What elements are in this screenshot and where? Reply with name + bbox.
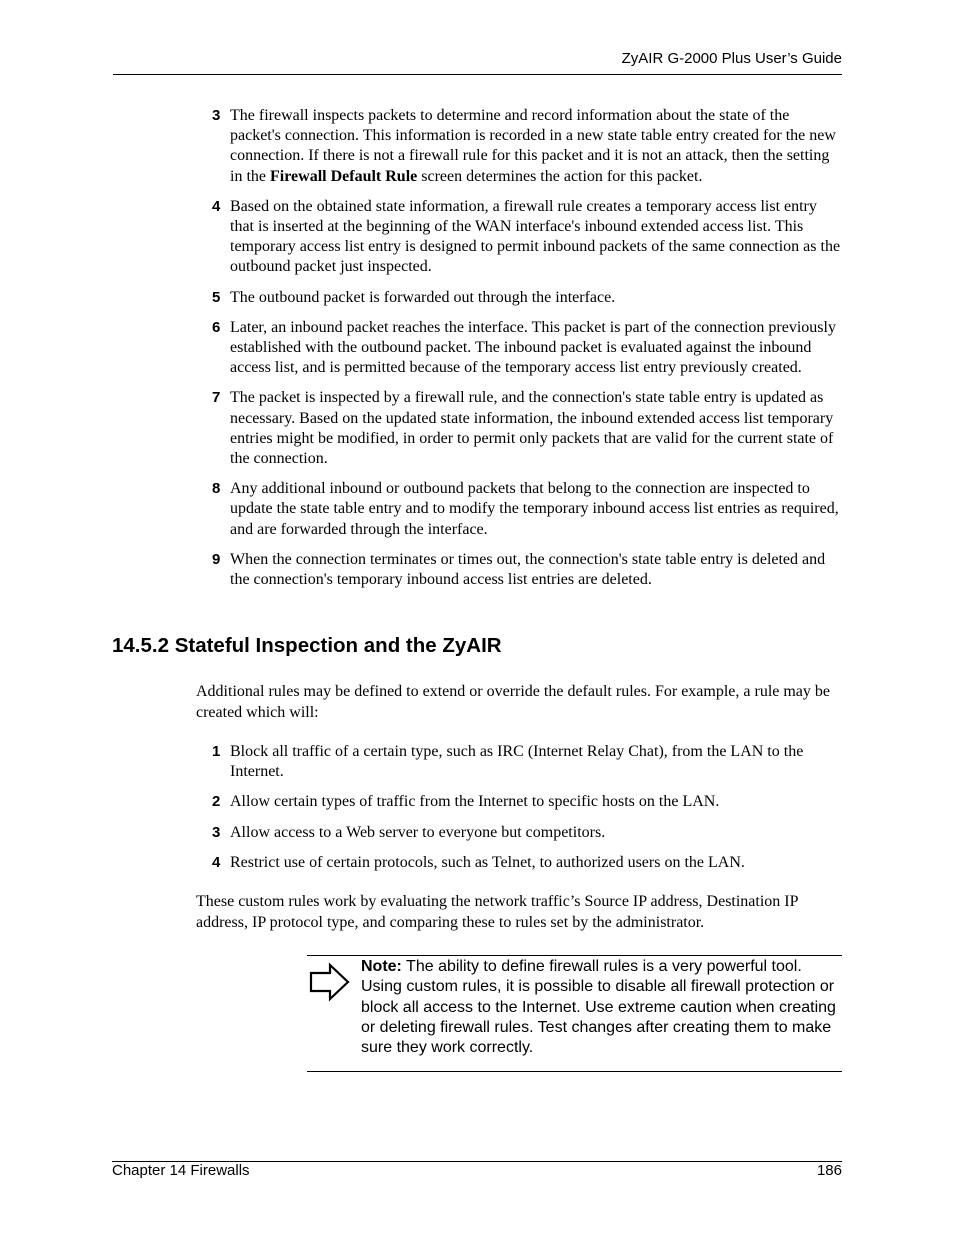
list-item-text: Restrict use of certain protocols, such as Telnet, to authorized users on the LAN.	[230, 853, 745, 871]
list-item	[0, 288, 954, 308]
note-body	[361, 957, 839, 1058]
section-outro-paragraph: These custom rules work by evaluating the network traffic’s Source IP address, Destination IP address, IP protocol type, and comparing these to rules set by the administrator.	[196, 893, 798, 931]
list-item	[0, 106, 954, 187]
arrow-right-icon	[308, 960, 352, 1004]
note-bottom-rule	[307, 1071, 842, 1072]
list-item-number: 2	[212, 793, 221, 811]
list-item-number: 3	[212, 823, 221, 841]
list-item-number: 6	[212, 318, 221, 336]
list-item	[0, 550, 954, 590]
list-item-number: 4	[212, 197, 221, 215]
list-item-text: The packet is inspected by a firewall rule, and the connection's state table entry is updated as necessary. Based on the updated state information, the inbound extended access list temporary entries might be modified, in order to permit only packets that are valid for the current state of the connection.	[230, 389, 834, 468]
section-intro-paragraph: Additional rules may be defined to extend or override the default rules. For example, a rule may be created which will:	[196, 683, 831, 721]
list-item-number: 3	[212, 107, 221, 124]
list-item-text: Allow access to a Web server to everyone but competitors.	[230, 823, 606, 841]
list-item	[0, 388, 954, 469]
note-label: Note:	[361, 958, 402, 975]
note-top-rule	[307, 955, 842, 956]
note-text: The ability to define firewall rules is a very powerful tool. Using custom rules, it is possible to disable all firewall protection or block all access to the Internet. Use extreme caution when creating or deleting firewall rules. Test changes after creating them to make sure they work correctly.	[361, 958, 836, 1057]
list-item-text: Based on the obtained state information, a firewall rule creates a temporary access list entry that is inserted at the beginning of the WAN interface's inbound extended access list. This temporary access list entry is designed to permit inbound packets of the same connection as the outbound packet just inspected.	[230, 197, 841, 276]
list-item-number: 9	[212, 550, 221, 568]
list-item-text: The firewall inspects packets to determine and record information about the state of the packet's connection. This information is recorded in a new state table entry created for the new connection. If there is not a firewall rule for this packet and it is not an attack, then the setting in the Firewall Default Rule screen determines the action for this packet.	[230, 107, 836, 185]
page-number: 186	[816, 1162, 842, 1179]
list-item-number: 4	[212, 853, 221, 871]
list-item-text: The outbound packet is forwarded out through the interface.	[230, 288, 616, 306]
section-heading: 14.5.2 Stateful Inspection and the ZyAIR	[112, 634, 502, 657]
custom-rules-list	[0, 742, 954, 883]
footer-chapter: Chapter 14 Firewalls	[112, 1162, 250, 1179]
process-steps-list	[0, 106, 954, 600]
list-item	[0, 742, 954, 782]
list-item-number: 8	[212, 480, 221, 498]
list-item	[0, 318, 954, 379]
list-item	[0, 792, 954, 812]
list-item	[0, 853, 954, 873]
list-item-text: Any additional inbound or outbound packets that belong to the connection are inspected to update the state table entry and to modify the temporary inbound access list entries as required, and are forwarded through the interface.	[230, 480, 839, 538]
list-item	[0, 479, 954, 540]
list-item	[0, 197, 954, 278]
list-item-number: 7	[212, 389, 221, 407]
list-item-text: Allow certain types of traffic from the Internet to specific hosts on the LAN.	[230, 793, 720, 811]
running-header-title: ZyAIR G-2000 Plus User’s Guide	[621, 50, 842, 67]
list-item-text: Block all traffic of a certain type, such as IRC (Internet Relay Chat), from the LAN to the Internet.	[230, 743, 804, 781]
header-divider	[113, 74, 842, 75]
list-item-text: Later, an inbound packet reaches the interface. This packet is part of the connection previously established with the outbound packet. The inbound packet is evaluated against the inbound access list, and is permitted because of the temporary access list entry previously created.	[230, 318, 836, 377]
list-item-text: When the connection terminates or times out, the connection's state table entry is deleted and the connection's temporary inbound access list entries are deleted.	[230, 550, 826, 589]
list-item-number: 5	[212, 288, 221, 306]
list-item-number: 1	[212, 743, 221, 760]
list-item	[0, 823, 954, 843]
